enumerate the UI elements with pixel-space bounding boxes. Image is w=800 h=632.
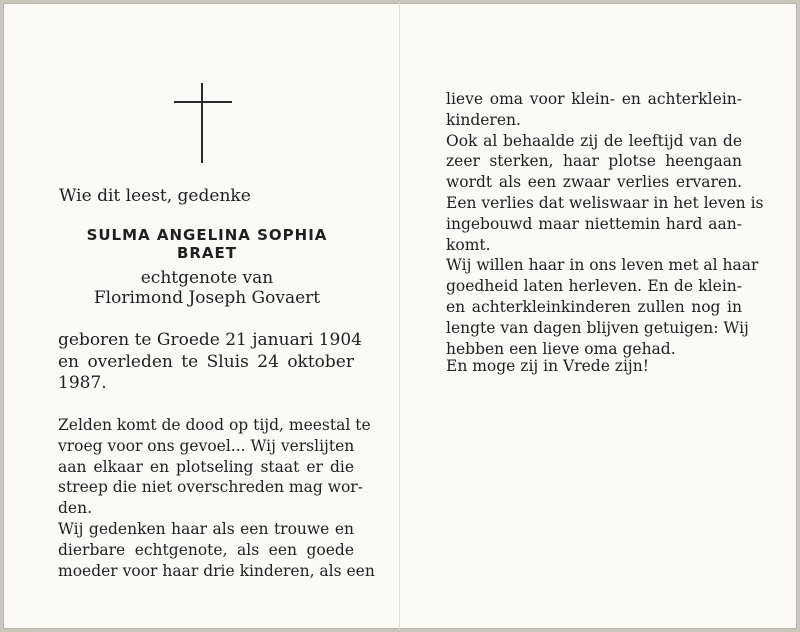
text-line: Ook al behaalde zij de leeftijd van de <box>446 131 742 150</box>
text-line: aan elkaar en plotseling staat er die <box>58 457 354 476</box>
spouse-label: echtgenote van <box>140 268 274 288</box>
text-line: vroeg voor ons gevoel... Wij verslijten <box>58 436 355 455</box>
text-line: lengte van dagen blijven getuigen: Wij <box>446 318 749 337</box>
closing-line: En moge zij in Vrede zijn! <box>446 357 649 375</box>
deceased-name-line-1: SULMA ANGELINA SOPHIA <box>86 226 328 244</box>
text-line: kinderen. <box>446 110 521 129</box>
text-line: ingebouwd maar niettemin hard aan- <box>446 214 742 233</box>
text-line: Wij willen haar in ons leven met al haar <box>446 256 759 275</box>
text-line: zeer sterken, haar plotse heengaan <box>446 152 742 171</box>
text-line: goedheid laten herleven. En de klein- <box>446 277 742 296</box>
deceased-name-line-2: BRAET <box>176 244 238 262</box>
dates-line: geboren te Groede 21 januari 1904 <box>58 330 362 350</box>
heading: Wie dit leest, gedenke <box>59 186 251 206</box>
card-fold <box>399 3 400 629</box>
right-paragraph <box>446 89 764 359</box>
text-line: streep die niet overschreden mag wor- <box>58 478 363 497</box>
text-line: dierbare echtgenote, als een goede <box>58 540 354 559</box>
text-line: Wij gedenken haar als een trouwe en <box>58 519 354 538</box>
text-line: moeder voor haar drie kinderen, als een <box>58 561 375 580</box>
dates-line: 1987. <box>58 373 107 393</box>
left-paragraph <box>58 415 375 581</box>
text-line: wordt als een zwaar verlies ervaren. <box>446 173 742 192</box>
text-line: Een verlies dat weliswaar in het leven is <box>446 193 764 212</box>
text-line: Zelden komt de dood op tijd, meestal te <box>58 416 371 434</box>
text-line: en achterkleinkinderen zullen nog in <box>446 297 742 316</box>
dates-block <box>58 330 362 395</box>
spouse-name: Florimond Joseph Govaert <box>93 288 321 308</box>
dates-line: en overleden te Sluis 24 oktober <box>58 351 354 372</box>
text-line: hebben een lieve oma gehad. <box>446 339 676 358</box>
text-line: komt. <box>446 235 491 254</box>
text-line: lieve oma voor klein- en achterklein- <box>446 90 742 108</box>
text-line: den. <box>58 499 93 518</box>
